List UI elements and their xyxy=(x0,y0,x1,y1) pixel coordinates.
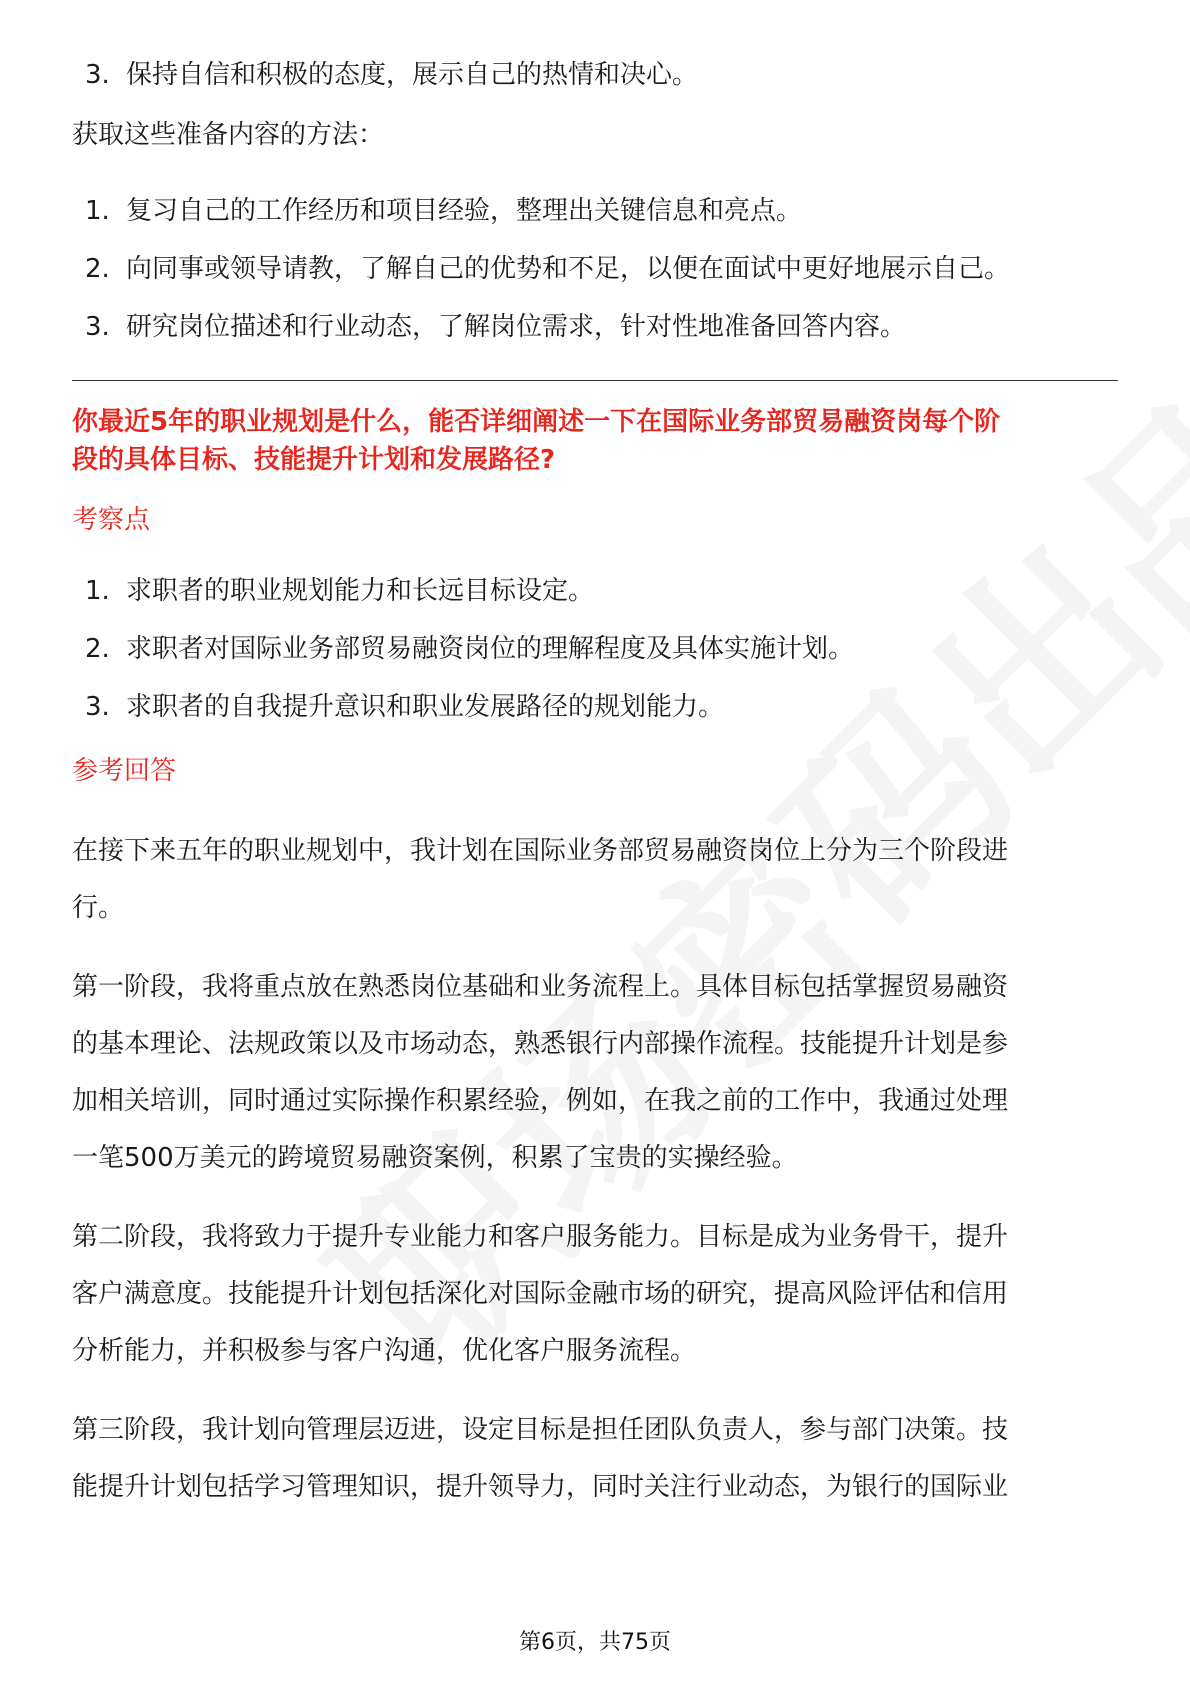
list-item xyxy=(72,688,1118,726)
list-number: 1. xyxy=(85,196,110,226)
paragraph-line: 第三阶段，我计划向管理层迈进，设定目标是担任团队负责人，参与部门决策。技 xyxy=(72,1415,1009,1445)
question-line: 段的具体目标、技能提升计划和发展路径? xyxy=(72,445,556,475)
paragraph-line: 第一阶段，我将重点放在熟悉岗位基础和业务流程上。具体目标包括掌握贸易融资 xyxy=(72,972,1009,1002)
list-item xyxy=(72,192,1118,230)
page-content xyxy=(72,56,1118,1516)
list-number: 3. xyxy=(85,312,110,342)
page-footer: 第6页，共75页 xyxy=(519,1630,671,1655)
paragraph-line: 加相关培训，同时通过实际操作积累经验，例如，在我之前的工作中，我通过处理 xyxy=(72,1086,1009,1116)
paragraph-line: 客户满意度。技能提升计划包括深化对国际金融市场的研究，提高风险评估和信用 xyxy=(72,1279,1009,1309)
list-item xyxy=(72,308,1118,346)
paragraph-line: 在接下来五年的职业规划中，我计划在国际业务部贸易融资岗位上分为三个阶段进 xyxy=(72,836,1009,866)
list-text: 向同事或领导请教，了解自己的优势和不足，以便在面试中更好地展示自己。 xyxy=(126,254,1011,284)
list-text: 复习自己的工作经历和项目经验，整理出关键信息和亮点。 xyxy=(126,196,803,226)
list-text: 保持自信和积极的态度，展示自己的热情和决心。 xyxy=(126,60,699,90)
answer-label: 参考回答 xyxy=(72,756,177,786)
list-item xyxy=(72,56,1118,94)
list-item xyxy=(72,630,1118,668)
paragraph-line: 分析能力，并积极参与客户沟通，优化客户服务流程。 xyxy=(72,1336,697,1366)
list-number: 2. xyxy=(85,254,110,284)
interview-question xyxy=(72,403,1118,479)
focus-list xyxy=(72,572,1118,726)
methods-heading: 获取这些准备内容的方法： xyxy=(72,120,385,150)
paragraph-line: 一笔500万美元的跨境贸易融资案例，积累了宝贵的实操经验。 xyxy=(72,1143,798,1173)
prep-tips-list xyxy=(72,56,1118,94)
paragraph-line: 的基本理论、法规政策以及市场动态，熟悉银行内部操作流程。技能提升计划是参 xyxy=(72,1029,1009,1059)
list-number: 3. xyxy=(85,60,110,90)
list-text: 求职者对国际业务部贸易融资岗位的理解程度及具体实施计划。 xyxy=(126,634,855,664)
list-number: 2. xyxy=(85,634,110,664)
list-item xyxy=(72,250,1118,288)
list-text: 求职者的自我提升意识和职业发展路径的规划能力。 xyxy=(126,692,725,722)
list-number: 1. xyxy=(85,576,110,606)
paragraph-line: 能提升计划包括学习管理知识，提升领导力，同时关注行业动态，为银行的国际业 xyxy=(72,1472,1009,1502)
list-text: 研究岗位描述和行业动态，了解岗位需求，针对性地准备回答内容。 xyxy=(126,312,907,342)
answer-paragraph xyxy=(72,823,1118,937)
answer-paragraph xyxy=(72,1402,1118,1516)
answer-paragraph xyxy=(72,959,1118,1187)
paragraph-line: 第二阶段，我将致力于提升专业能力和客户服务能力。目标是成为业务骨干，提升 xyxy=(72,1222,1009,1252)
list-text: 求职者的职业规划能力和长远目标设定。 xyxy=(126,576,595,606)
focus-label: 考察点 xyxy=(72,505,151,535)
methods-list xyxy=(72,192,1118,346)
list-item xyxy=(72,572,1118,610)
answer-paragraph xyxy=(72,1209,1118,1380)
paragraph-line: 行。 xyxy=(72,893,125,923)
section-divider xyxy=(72,380,1118,381)
list-number: 3. xyxy=(85,692,110,722)
question-line: 你最近5年的职业规划是什么，能否详细阐述一下在国际业务部贸易融资岗每个阶 xyxy=(72,407,1001,437)
